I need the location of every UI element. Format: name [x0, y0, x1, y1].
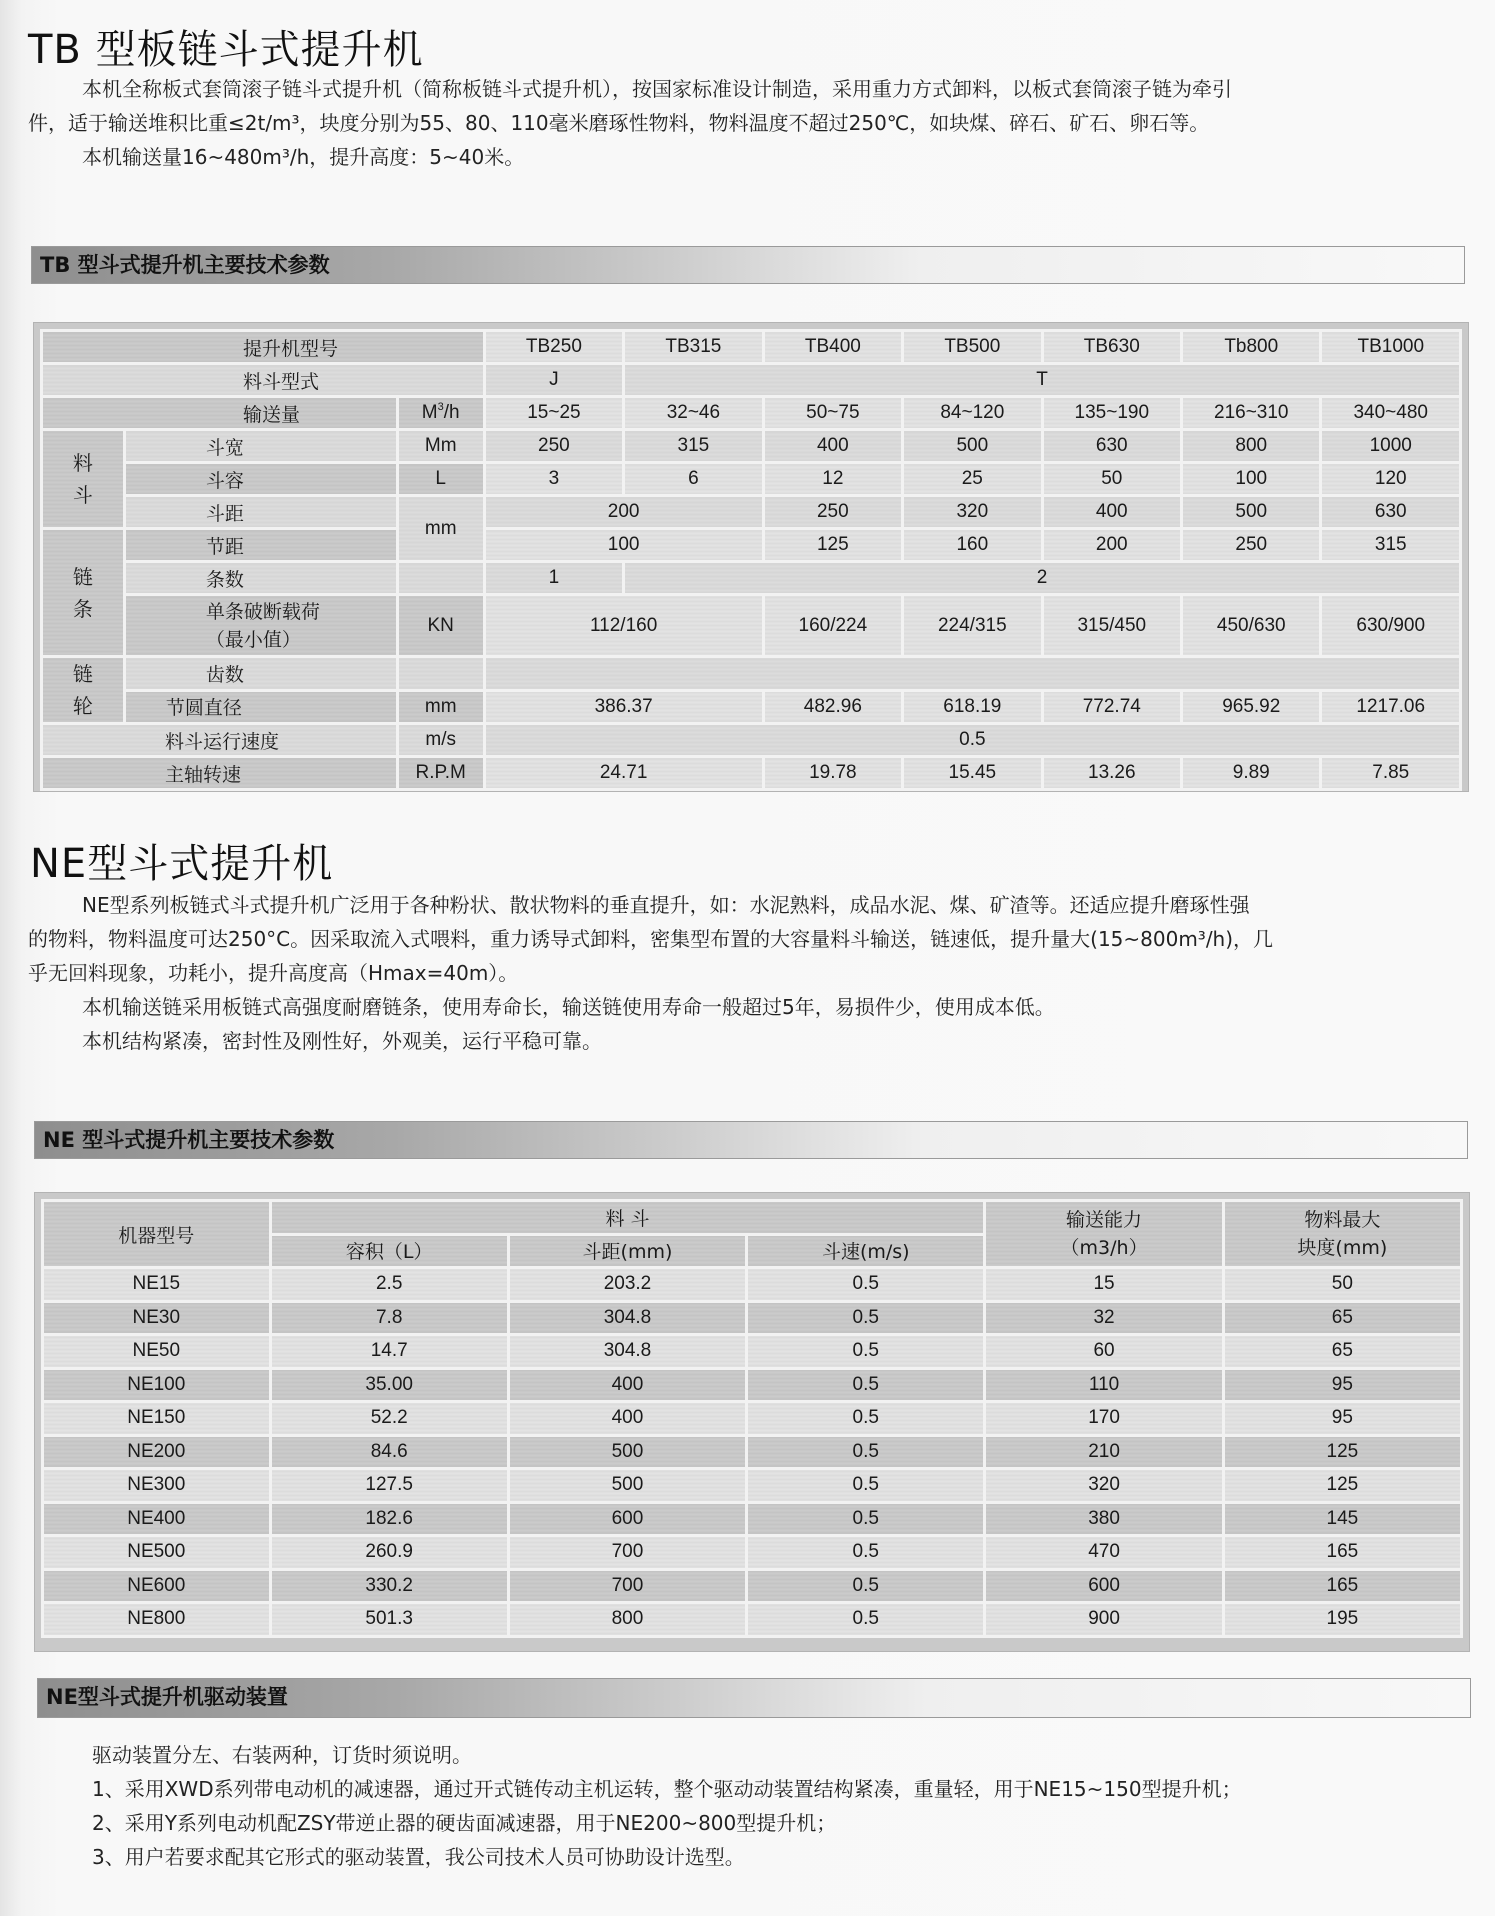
ne-intro-line-3: 乎无回料现象，功耗小，提升高度高（Hmax=40m）。: [28, 961, 519, 985]
table-cell: 600: [985, 1569, 1223, 1603]
model-cell: TB630: [1042, 331, 1181, 364]
bucket-type-cell: T: [624, 364, 1461, 397]
unit-cell: $M^3/h$: [397, 397, 484, 430]
table-cell: 7.8: [270, 1301, 508, 1335]
model-cell: TB1000: [1321, 331, 1461, 364]
ne-intro-line-4: 本机输送链采用板链式高强度耐磨链条，使用寿命长，输送链使用寿命一般超过5年，易损件少，使用成本低。: [82, 995, 1055, 1019]
table-cell: NE15: [43, 1268, 271, 1302]
bucket-width-cell: 500: [903, 430, 1042, 463]
table-cell: NE100: [43, 1368, 271, 1402]
bucket-width-cell: 250: [484, 430, 623, 463]
shaft-speed-cell: 19.78: [763, 757, 902, 790]
bucket-volume-cell: 100: [1182, 463, 1321, 496]
model-cell: TB250: [484, 331, 623, 364]
unit-cell: [397, 562, 484, 595]
table-header-row: [43, 1201, 1462, 1235]
table-row: [42, 657, 1461, 691]
group-label-bucket: 料斗: [42, 430, 125, 529]
capacity-cell: 84~120: [903, 397, 1042, 430]
table-row: [42, 430, 1461, 463]
header-max-lump: 物料最大 块度(mm): [1223, 1201, 1461, 1268]
table-cell: 500: [508, 1469, 746, 1503]
table-cell: 330.2: [270, 1569, 508, 1603]
unit-cell: KN: [397, 595, 484, 657]
ne-param-heading-bar: [34, 1121, 1468, 1159]
drive-heading-bar: [37, 1678, 1471, 1718]
header-speed: 斗速(m/s): [747, 1234, 985, 1268]
table-cell: 210: [985, 1435, 1223, 1469]
header-volume: 容积（L）: [270, 1234, 508, 1268]
table-cell: 0.5: [747, 1335, 985, 1369]
unit-cell: m/s: [397, 724, 484, 757]
table-cell: 0.5: [747, 1603, 985, 1637]
bucket-pitch-cell: 630: [1321, 496, 1461, 529]
drive-line-1: 1、采用XWD系列带电动机的减速器，通过开式链传动主机运转，整个驱动动装置结构紧凑，重量轻，用于NE15~150型提升机；: [92, 1777, 1242, 1801]
table-cell: 170: [985, 1402, 1223, 1436]
bucket-volume-cell: 120: [1321, 463, 1461, 496]
table-row: [43, 1469, 1462, 1503]
breaking-load-cell: 450/630: [1182, 595, 1321, 657]
table-cell: NE600: [43, 1569, 271, 1603]
capacity-cell: 15~25: [484, 397, 623, 430]
row-label-model: 提升机型号: [243, 337, 339, 360]
table-cell: 165: [1223, 1536, 1461, 1570]
table-cell: 700: [508, 1569, 746, 1603]
row-label-bucket-type: 料斗型式: [243, 370, 320, 393]
header-capacity: 输送能力 （m3/h）: [985, 1201, 1223, 1268]
row-label-teeth: 齿数: [205, 663, 244, 686]
bucket-pitch-cell: 500: [1182, 496, 1321, 529]
bucket-volume-cell: 6: [624, 463, 763, 496]
table-cell: 195: [1223, 1603, 1461, 1637]
ne-param-heading: NE 型斗式提升机主要技术参数: [43, 1128, 335, 1152]
table-cell: NE500: [43, 1536, 271, 1570]
table-cell: 0.5: [747, 1569, 985, 1603]
table-cell: 182.6: [270, 1502, 508, 1536]
table-cell: 304.8: [508, 1335, 746, 1369]
ne-spec-table: [41, 1199, 1463, 1638]
model-cell: TB315: [624, 331, 763, 364]
table-cell: NE50: [43, 1335, 271, 1369]
bucket-volume-cell: 25: [903, 463, 1042, 496]
capacity-cell: 32~46: [624, 397, 763, 430]
model-cell: TB400: [763, 331, 902, 364]
chain-pitch-cell: 315: [1321, 529, 1461, 562]
table-cell: NE30: [43, 1301, 271, 1335]
table-cell: 700: [508, 1536, 746, 1570]
unit-cell: [397, 657, 484, 691]
tb-intro: [28, 72, 1468, 174]
breaking-load-cell: 315/450: [1042, 595, 1181, 657]
table-cell: 52.2: [270, 1402, 508, 1436]
shaft-speed-cell: 7.85: [1321, 757, 1461, 790]
breaking-load-cell: 160/224: [763, 595, 902, 657]
group-label-sprocket: 链轮: [42, 657, 125, 724]
table-row: [43, 1435, 1462, 1469]
unit-cell: R.P.M: [397, 757, 484, 790]
table-cell: 125: [1223, 1435, 1461, 1469]
tb-intro-line-1: 本机全称板式套筒滚子链斗式提升机（简称板链斗式提升机），按国家标准设计制造，采用重力方式卸料，以板式套筒滚子链为牵引: [82, 77, 1232, 101]
table-cell: 0.5: [747, 1435, 985, 1469]
drive-line-3: 3、用户若要求配其它形式的驱动装置，我公司技术人员可协助设计选型。: [92, 1845, 745, 1869]
table-cell: NE400: [43, 1502, 271, 1536]
table-cell: 14.7: [270, 1335, 508, 1369]
chain-pitch-cell: 250: [1182, 529, 1321, 562]
table-cell: 110: [985, 1368, 1223, 1402]
drive-text: [92, 1738, 1472, 1874]
table-cell: 800: [508, 1603, 746, 1637]
table-cell: 0.5: [747, 1402, 985, 1436]
table-row: [43, 1603, 1462, 1637]
table-cell: 0.5: [747, 1502, 985, 1536]
bucket-pitch-cell: 250: [763, 496, 902, 529]
header-bucket-group: 料 斗: [270, 1201, 985, 1235]
table-cell: 127.5: [270, 1469, 508, 1503]
bucket-volume-cell: 50: [1042, 463, 1181, 496]
shaft-speed-cell: 15.45: [903, 757, 1042, 790]
table-cell: 2.5: [270, 1268, 508, 1302]
table-cell: 125: [1223, 1469, 1461, 1503]
table-row: [43, 1536, 1462, 1570]
tb-intro-line-2: 件，适于输送堆积比重≤2t/m³，块度分别为55、80、110毫米磨琢性物料，物料温度不超过250℃，如块煤、碎石、矿石、卵石等。: [28, 111, 1210, 135]
tb-param-heading-bar: [31, 246, 1465, 284]
drive-line-0: 驱动装置分左、右装两种，订货时须说明。: [92, 1743, 472, 1767]
chain-pitch-cell: 100: [484, 529, 763, 562]
breaking-load-cell: 112/160: [484, 595, 763, 657]
pitch-diameter-cell: 386.37: [484, 690, 763, 724]
table-cell: 0.5: [747, 1536, 985, 1570]
ne-intro-line-5: 本机结构紧凑，密封性及刚性好，外观美，运行平稳可靠。: [82, 1029, 602, 1053]
drive-heading: NE型斗式提升机驱动装置: [46, 1685, 288, 1709]
table-cell: NE300: [43, 1469, 271, 1503]
pitch-diameter-cell: 965.92: [1182, 690, 1321, 724]
table-row: [42, 364, 1461, 397]
unit-cell: mm: [397, 690, 484, 724]
drive-line-2: 2、采用Y系列电动机配ZSY带逆止器的硬齿面减速器，用于NE200~800型提升机；: [92, 1811, 837, 1835]
table-row: [42, 690, 1461, 724]
table-row: [43, 1569, 1462, 1603]
table-cell: 320: [985, 1469, 1223, 1503]
table-row: [42, 397, 1461, 430]
table-row: [42, 496, 1461, 529]
row-label-breaking-load-note: （最小值）: [205, 628, 301, 651]
table-cell: 400: [508, 1368, 746, 1402]
ne-spec-table-frame: [34, 1192, 1470, 1652]
shaft-speed-cell: 24.71: [484, 757, 763, 790]
ne-intro-line-2: 的物料，物料温度可达250°C。因采取流入式喂料，重力诱导式卸料，密集型布置的大容量料斗输送，链速低，提升量大(15~800m³/h)，几: [28, 927, 1274, 951]
bucket-pitch-cell: 320: [903, 496, 1042, 529]
header-model: 机器型号: [43, 1201, 271, 1268]
pitch-diameter-cell: 618.19: [903, 690, 1042, 724]
table-cell: 15: [985, 1268, 1223, 1302]
bucket-pitch-cell: 400: [1042, 496, 1181, 529]
table-cell: 900: [985, 1603, 1223, 1637]
pitch-diameter-cell: 1217.06: [1321, 690, 1461, 724]
table-row: [43, 1268, 1462, 1302]
table-cell: NE200: [43, 1435, 271, 1469]
table-row: [42, 529, 1461, 562]
capacity-cell: 216~310: [1182, 397, 1321, 430]
teeth-cell: [484, 657, 1460, 691]
table-row: [43, 1335, 1462, 1369]
capacity-cell: 340~480: [1321, 397, 1461, 430]
table-cell: 165: [1223, 1569, 1461, 1603]
ne-title: NE型斗式提升机: [30, 841, 334, 887]
table-cell: 470: [985, 1536, 1223, 1570]
row-label-pitch-diameter: 节圆直径: [165, 697, 242, 720]
model-cell: TB500: [903, 331, 1042, 364]
unit-cell: L: [397, 463, 484, 496]
bucket-speed-cell: 0.5: [484, 724, 1460, 757]
table-row: [43, 1402, 1462, 1436]
table-row: [43, 1368, 1462, 1402]
row-label-bucket-volume: 斗容: [205, 469, 244, 492]
table-cell: 0.5: [747, 1368, 985, 1402]
bucket-volume-cell: 3: [484, 463, 623, 496]
tb-title: TB 型板链斗式提升机: [28, 27, 424, 73]
tb-intro-line-3: 本机输送量16~480m³/h，提升高度：5~40米。: [82, 145, 525, 169]
table-cell: 380: [985, 1502, 1223, 1536]
table-cell: 65: [1223, 1301, 1461, 1335]
shaft-speed-cell: 13.26: [1042, 757, 1181, 790]
shaft-speed-cell: 9.89: [1182, 757, 1321, 790]
group-label-chain: 链条: [42, 529, 125, 657]
table-cell: 203.2: [508, 1268, 746, 1302]
row-label-bucket-speed: 料斗运行速度: [165, 730, 280, 753]
row-label-bucket-width: 斗宽: [205, 436, 244, 459]
table-row: [42, 595, 1461, 657]
bucket-volume-cell: 12: [763, 463, 902, 496]
table-cell: 95: [1223, 1402, 1461, 1436]
bucket-width-cell: 630: [1042, 430, 1181, 463]
chain-pitch-cell: 160: [903, 529, 1042, 562]
tb-param-heading: TB 型斗式提升机主要技术参数: [40, 253, 330, 277]
table-row: [42, 724, 1461, 757]
bucket-pitch-cell: 200: [484, 496, 763, 529]
table-cell: 600: [508, 1502, 746, 1536]
table-cell: 35.00: [270, 1368, 508, 1402]
chain-count-cell: 2: [624, 562, 1461, 595]
table-cell: NE150: [43, 1402, 271, 1436]
capacity-cell: 135~190: [1042, 397, 1181, 430]
bucket-width-cell: 1000: [1321, 430, 1461, 463]
table-cell: 50: [1223, 1268, 1461, 1302]
chain-count-cell: 1: [484, 562, 623, 595]
table-cell: 60: [985, 1335, 1223, 1369]
table-row: [42, 757, 1461, 790]
table-cell: 32: [985, 1301, 1223, 1335]
unit-cell: mm: [397, 496, 484, 562]
table-row: [43, 1502, 1462, 1536]
breaking-load-cell: 630/900: [1321, 595, 1461, 657]
table-cell: 0.5: [747, 1301, 985, 1335]
row-label-breaking-load: 单条破断载荷: [205, 600, 320, 623]
chain-pitch-cell: 125: [763, 529, 902, 562]
model-cell: Tb800: [1182, 331, 1321, 364]
bucket-width-cell: 400: [763, 430, 902, 463]
table-cell: 400: [508, 1402, 746, 1436]
table-cell: 304.8: [508, 1301, 746, 1335]
table-row: [42, 463, 1461, 496]
table-cell: 65: [1223, 1335, 1461, 1369]
breaking-load-cell: 224/315: [903, 595, 1042, 657]
table-row: [42, 562, 1461, 595]
row-label-chain-pitch: 节距: [205, 535, 244, 558]
table-cell: 84.6: [270, 1435, 508, 1469]
row-label-shaft-speed: 主轴转速: [165, 763, 242, 786]
table-cell: 0.5: [747, 1268, 985, 1302]
table-cell: NE800: [43, 1603, 271, 1637]
ne-intro: [28, 888, 1468, 1058]
table-cell: 95: [1223, 1368, 1461, 1402]
table-cell: 260.9: [270, 1536, 508, 1570]
tb-spec-table: [40, 329, 1462, 791]
ne-table-body: [43, 1268, 1462, 1637]
table-cell: 145: [1223, 1502, 1461, 1536]
pitch-diameter-cell: 482.96: [763, 690, 902, 724]
row-label-capacity: 输送量: [243, 403, 301, 426]
table-row: [43, 1301, 1462, 1335]
chain-pitch-cell: 200: [1042, 529, 1181, 562]
capacity-cell: 50~75: [763, 397, 902, 430]
bucket-width-cell: 800: [1182, 430, 1321, 463]
pitch-diameter-cell: 772.74: [1042, 690, 1181, 724]
table-cell: 500: [508, 1435, 746, 1469]
unit-cell: Mm: [397, 430, 484, 463]
table-cell: 0.5: [747, 1469, 985, 1503]
table-cell: 501.3: [270, 1603, 508, 1637]
header-pitch: 斗距(mm): [508, 1234, 746, 1268]
tb-spec-table-frame: [33, 322, 1469, 792]
row-label-chain-count: 条数: [205, 568, 244, 591]
bucket-width-cell: 315: [624, 430, 763, 463]
table-row: [42, 331, 1461, 364]
bucket-type-cell: J: [484, 364, 623, 397]
row-label-bucket-pitch: 斗距: [205, 502, 244, 525]
ne-intro-line-1: NE型系列板链式斗式提升机广泛用于各种粉状、散状物料的垂直提升，如：水泥熟料，成品水泥、煤、矿渣等。还适应提升磨琢性强: [82, 893, 1250, 917]
